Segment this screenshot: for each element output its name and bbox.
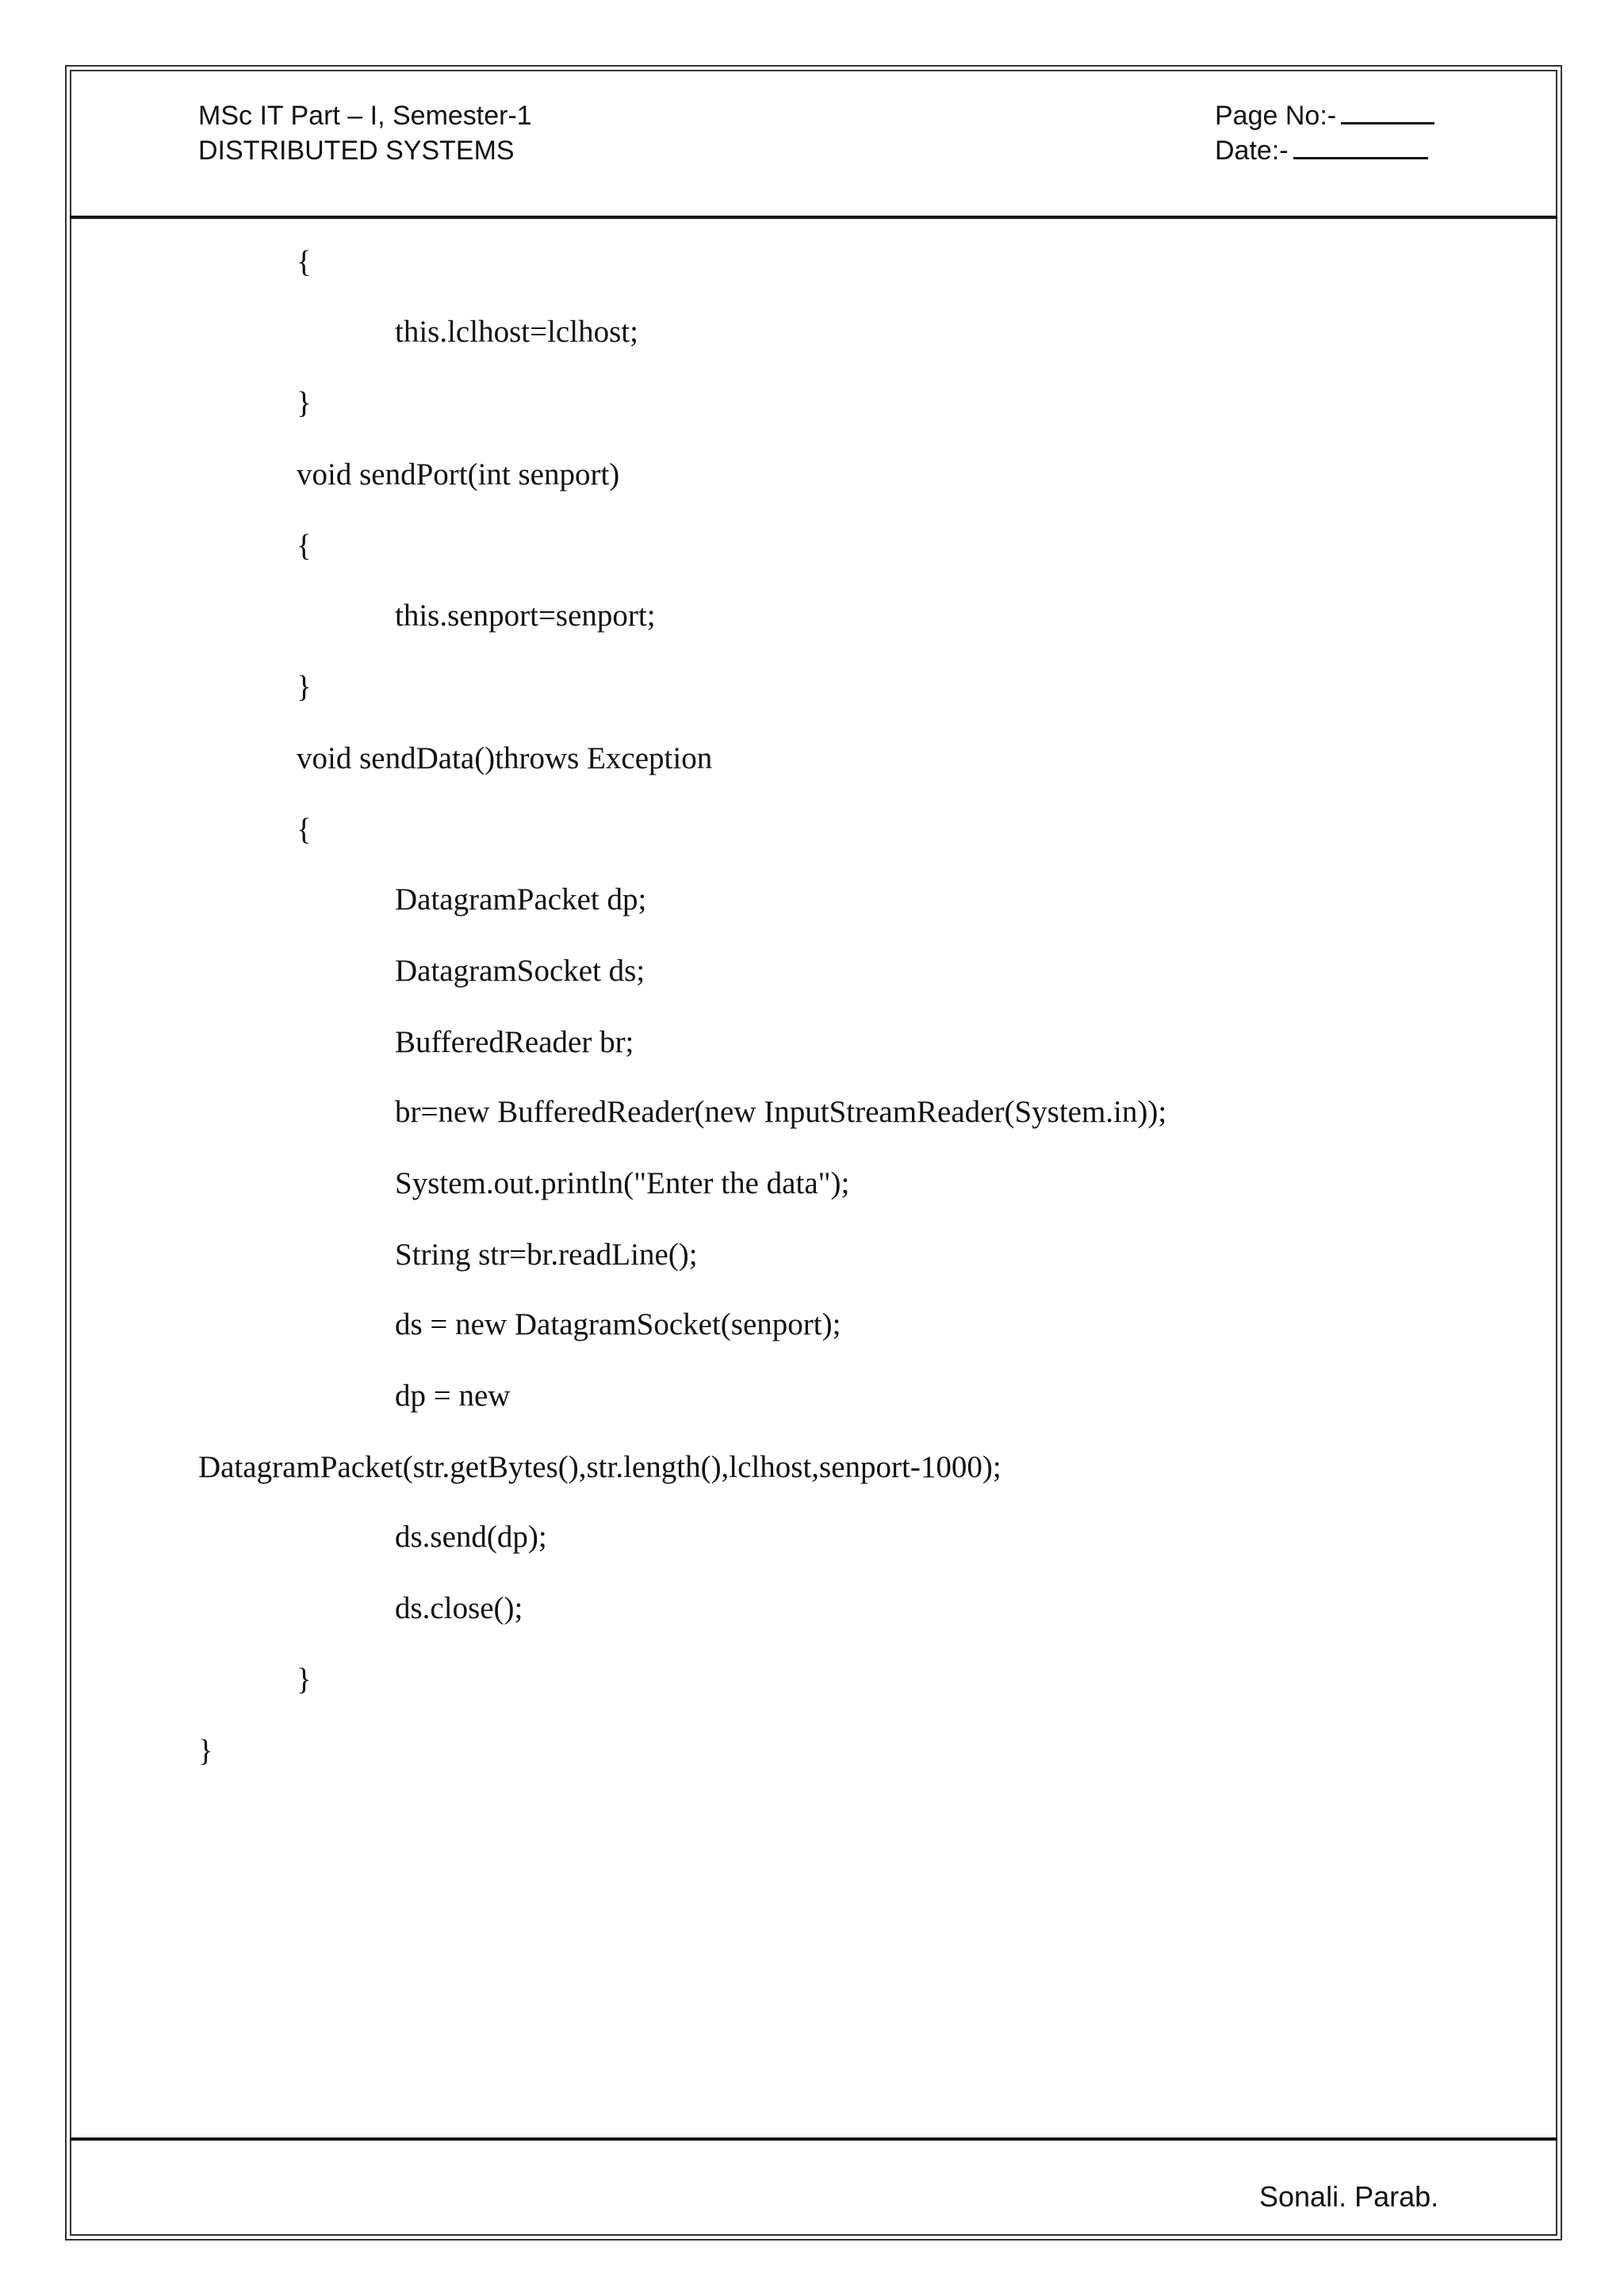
code-line: ds = new DatagramSocket(senport); <box>395 1307 841 1341</box>
page-number-field <box>1215 98 1434 133</box>
code-line: br=new BufferedReader(new InputStreamReader(System.in)); <box>395 1095 1167 1129</box>
code-line: DatagramSocket ds; <box>395 954 645 988</box>
code-line: this.lclhost=lclhost; <box>395 315 638 349</box>
code-line: } <box>297 1663 312 1697</box>
code-line: { <box>297 529 312 563</box>
code-line: DatagramPacket dp; <box>395 882 647 916</box>
code-line: } <box>297 670 312 704</box>
date-label: Date:- <box>1215 136 1289 166</box>
page-number-blank <box>1341 98 1434 124</box>
code-line: } <box>198 1734 213 1768</box>
code-line: String str=br.readLine(); <box>395 1238 698 1272</box>
course-title: MSc IT Part – I, Semester-1 <box>198 101 532 131</box>
page-border-inner <box>70 70 1557 2236</box>
code-line: System.out.println("Enter the data"); <box>395 1166 850 1200</box>
author-name: Sonali. Parab. <box>1259 2180 1439 2213</box>
code-line: BufferedReader br; <box>395 1025 634 1059</box>
header-divider <box>70 216 1557 219</box>
date-blank <box>1293 133 1428 159</box>
page-number-label: Page No:- <box>1215 101 1337 131</box>
subject-title: DISTRIBUTED SYSTEMS <box>198 136 515 166</box>
code-line: void sendPort(int senport) <box>297 457 620 492</box>
code-line: { <box>297 813 312 847</box>
code-line: this.senport=senport; <box>395 599 656 633</box>
code-line: DatagramPacket(str.getBytes(),str.length(),lclhost,senport-1000); <box>198 1450 1002 1484</box>
footer-divider <box>70 2137 1557 2141</box>
code-line: dp = new <box>395 1379 511 1413</box>
code-line: void sendData()throws Exception <box>297 741 713 775</box>
code-line: ds.close(); <box>395 1591 523 1625</box>
date-field <box>1215 133 1428 168</box>
code-line: ds.send(dp); <box>395 1520 547 1554</box>
code-line: { <box>297 245 312 279</box>
code-line: } <box>297 386 312 420</box>
